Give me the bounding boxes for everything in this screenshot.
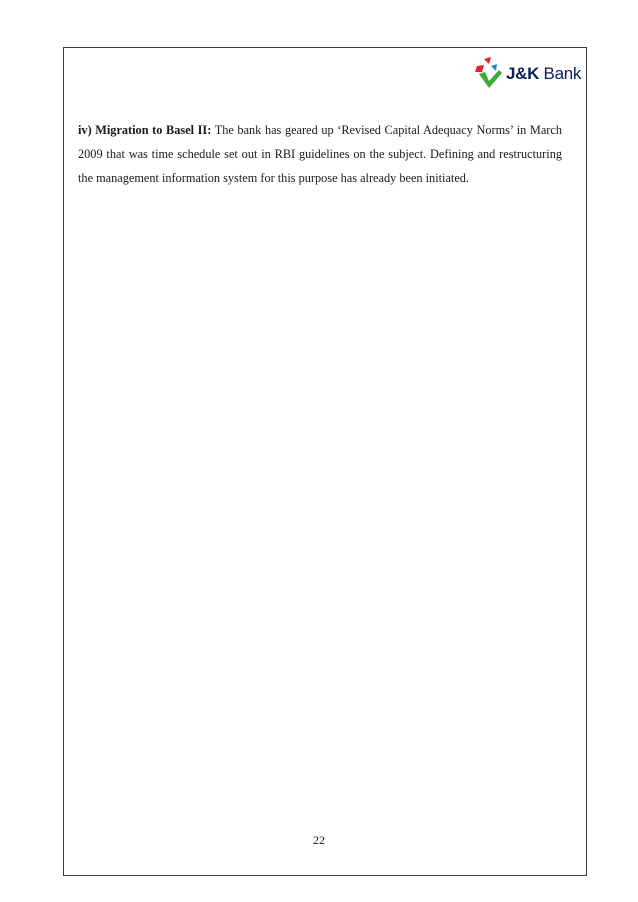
page-number: 22 bbox=[313, 833, 325, 847]
section-heading: iv) Migration to Basel II: bbox=[78, 123, 212, 137]
logo-brand-bold: J&K bbox=[506, 64, 540, 83]
jk-bank-emblem-icon bbox=[474, 57, 504, 91]
logo-brand-regular: Bank bbox=[543, 64, 582, 83]
section-paragraph bbox=[78, 118, 562, 190]
jk-bank-logo bbox=[474, 56, 582, 92]
logo-wordmark bbox=[506, 64, 581, 84]
section-body: The bank has geared up ‘Revised Capital Adequacy Norms’ in March 2009 that was time schedule set out in RBI guidelines on the subject. Defining and restructuring the management information system for this purpose has already been initiated. bbox=[78, 123, 562, 185]
